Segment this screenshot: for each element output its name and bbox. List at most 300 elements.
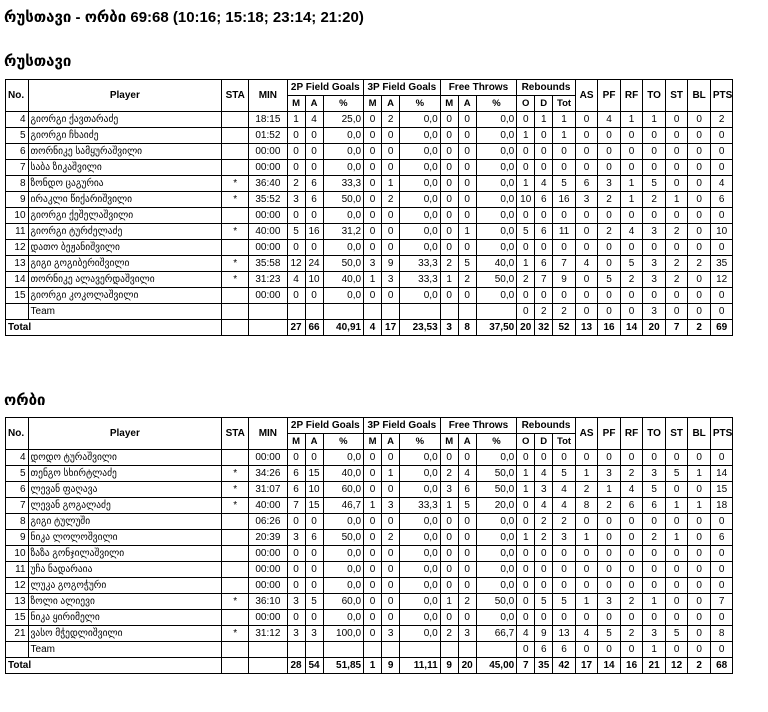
stat-aft: 2 [458, 272, 476, 288]
player-row [6, 578, 764, 594]
stat-pf: 5 [598, 272, 621, 288]
stat-d: 3 [535, 482, 553, 498]
stat-a3: 0 [382, 144, 400, 160]
player-row [6, 224, 764, 240]
stat-aft: 0 [458, 144, 476, 160]
empty-cell [249, 304, 287, 320]
stat-bl: 1 [688, 498, 711, 514]
total-stat-d: 35 [535, 658, 553, 674]
stat-p3: 33,3 [400, 498, 441, 514]
stat-d: 9 [535, 626, 553, 642]
stat-p3: 33,3 [400, 256, 441, 272]
column-header-pts: PTS [710, 80, 733, 112]
column-header-player: Player [28, 80, 222, 112]
stat-pts: 7 [710, 594, 733, 610]
team-stat-to: 3 [643, 304, 666, 320]
stat-as: 1 [575, 594, 598, 610]
stat-m3: 0 [364, 626, 382, 642]
player-row [6, 546, 764, 562]
stat-sta: * [222, 466, 249, 482]
stat-pft: 50,0 [476, 594, 517, 610]
stat-o: 0 [517, 240, 535, 256]
stat-min: 35:58 [249, 256, 287, 272]
team-stat-as: 0 [575, 642, 598, 658]
stat-pft: 0,0 [476, 578, 517, 594]
stat-a2: 16 [305, 224, 323, 240]
team-title-away: ორბი [4, 392, 46, 409]
stat-mft: 0 [440, 176, 458, 192]
stat-d: 6 [535, 224, 553, 240]
total-stat-tot: 42 [553, 658, 576, 674]
stat-pf: 2 [598, 224, 621, 240]
total-stat-pft: 45,00 [476, 658, 517, 674]
player-row [6, 626, 764, 642]
stat-tot: 0 [553, 288, 576, 304]
stat-a2: 0 [305, 240, 323, 256]
stat-sta [222, 160, 249, 176]
stat-m2: 0 [287, 160, 305, 176]
stat-a2: 0 [305, 288, 323, 304]
stat-sta [222, 240, 249, 256]
stat-sta [222, 610, 249, 626]
stat-a3: 3 [382, 626, 400, 642]
stat-rf: 0 [620, 128, 643, 144]
stat-p2: 0,0 [323, 160, 364, 176]
stat-o: 0 [517, 562, 535, 578]
stat-min: 20:39 [249, 530, 287, 546]
stat-o: 0 [517, 144, 535, 160]
team-stat-st: 0 [665, 642, 688, 658]
stat-sta: * [222, 626, 249, 642]
stat-tot: 7 [553, 256, 576, 272]
empty-cell [323, 304, 364, 320]
stat-min: 06:26 [249, 514, 287, 530]
player-row [6, 530, 764, 546]
column-subheader-m: M [364, 96, 382, 112]
player-number: 8 [6, 176, 29, 192]
player-row [6, 562, 764, 578]
column-header-fg3: 3P Field Goals [364, 418, 441, 434]
empty-cell [400, 642, 441, 658]
stat-to: 5 [643, 482, 666, 498]
column-header-to: TO [643, 80, 666, 112]
stat-m2: 12 [287, 256, 305, 272]
team-row-number [6, 642, 29, 658]
stat-a3: 0 [382, 610, 400, 626]
stat-o: 0 [517, 450, 535, 466]
column-subheader-pct: % [476, 434, 517, 450]
stat-as: 0 [575, 578, 598, 594]
stat-pts: 18 [710, 498, 733, 514]
stat-p2: 25,0 [323, 112, 364, 128]
total-stat-bl: 2 [688, 658, 711, 674]
column-subheader-m: M [440, 434, 458, 450]
stat-to: 0 [643, 562, 666, 578]
player-number: 9 [6, 192, 29, 208]
stat-rf: 0 [620, 240, 643, 256]
stat-o: 0 [517, 112, 535, 128]
stat-a3: 0 [382, 240, 400, 256]
stat-p2: 50,0 [323, 530, 364, 546]
player-name: ლევან ფაღავა [28, 482, 222, 498]
stat-aft: 0 [458, 112, 476, 128]
stat-to: 3 [643, 466, 666, 482]
empty-cell [476, 642, 517, 658]
stat-p3: 0,0 [400, 530, 441, 546]
player-name: გიორგი ტურძელაძე [28, 224, 222, 240]
total-stat-st: 12 [665, 658, 688, 674]
stat-sta [222, 208, 249, 224]
stat-aft: 0 [458, 562, 476, 578]
stat-a2: 5 [305, 594, 323, 610]
stat-pts: 2 [710, 112, 733, 128]
stat-m3: 0 [364, 128, 382, 144]
stat-p3: 33,3 [400, 272, 441, 288]
column-header-st: ST [665, 418, 688, 450]
team-stat-st: 0 [665, 304, 688, 320]
stat-aft: 5 [458, 256, 476, 272]
stat-a3: 3 [382, 498, 400, 514]
stat-pf: 1 [598, 482, 621, 498]
total-stat-m2: 27 [287, 320, 305, 336]
stat-pts: 0 [710, 610, 733, 626]
total-stat-rf: 16 [620, 658, 643, 674]
stat-m3: 0 [364, 482, 382, 498]
stat-d: 0 [535, 610, 553, 626]
column-subheader-a: A [382, 96, 400, 112]
stat-min: 00:00 [249, 546, 287, 562]
total-stat-pft: 37,50 [476, 320, 517, 336]
stat-pf: 0 [598, 578, 621, 594]
stat-o: 1 [517, 466, 535, 482]
stat-bl: 0 [688, 128, 711, 144]
stat-o: 0 [517, 578, 535, 594]
player-number: 15 [6, 288, 29, 304]
stat-mft: 3 [440, 482, 458, 498]
stat-tot: 2 [553, 514, 576, 530]
stat-as: 1 [575, 466, 598, 482]
stat-m2: 3 [287, 530, 305, 546]
stat-o: 1 [517, 176, 535, 192]
stat-bl: 0 [688, 160, 711, 176]
player-name: საბა ზიკაშვილი [28, 160, 222, 176]
stat-pft: 0,0 [476, 224, 517, 240]
column-subheader-tot: Tot [553, 96, 576, 112]
stat-tot: 5 [553, 466, 576, 482]
team-stat-rf: 0 [620, 642, 643, 658]
stat-m2: 0 [287, 144, 305, 160]
stat-m2: 6 [287, 466, 305, 482]
stat-as: 8 [575, 498, 598, 514]
column-subheader-d: D [535, 434, 553, 450]
stat-pf: 0 [598, 610, 621, 626]
stat-mft: 0 [440, 530, 458, 546]
player-number: 7 [6, 498, 29, 514]
player-name: ზაზა გონჯილაშვილი [28, 546, 222, 562]
stat-d: 0 [535, 450, 553, 466]
stat-a3: 2 [382, 192, 400, 208]
stat-bl: 2 [688, 256, 711, 272]
stat-tot: 13 [553, 626, 576, 642]
stat-mft: 0 [440, 610, 458, 626]
column-header-bl: BL [688, 418, 711, 450]
team-stat-tot: 2 [553, 304, 576, 320]
player-number: 11 [6, 562, 29, 578]
stat-a3: 0 [382, 450, 400, 466]
stat-m2: 0 [287, 128, 305, 144]
stat-bl: 0 [688, 288, 711, 304]
stat-st: 0 [665, 112, 688, 128]
player-number: 6 [6, 482, 29, 498]
stat-sta [222, 144, 249, 160]
stat-to: 0 [643, 240, 666, 256]
column-header-min: MIN [249, 418, 287, 450]
total-stat-p3: 11,11 [400, 658, 441, 674]
stat-d: 2 [535, 530, 553, 546]
stat-m2: 2 [287, 176, 305, 192]
stat-tot: 5 [553, 594, 576, 610]
stat-to: 0 [643, 578, 666, 594]
stat-m3: 0 [364, 594, 382, 610]
stat-rf: 2 [620, 466, 643, 482]
empty-cell [287, 642, 305, 658]
stat-p2: 31,2 [323, 224, 364, 240]
stat-st: 1 [665, 192, 688, 208]
column-header-pf: PF [598, 80, 621, 112]
stat-o: 5 [517, 224, 535, 240]
stat-m3: 3 [364, 256, 382, 272]
player-row [6, 594, 764, 610]
stat-as: 4 [575, 256, 598, 272]
stat-p3: 0,0 [400, 578, 441, 594]
stat-d: 0 [535, 288, 553, 304]
stat-sta [222, 562, 249, 578]
player-name: ირაკლი წიქარიშვილი [28, 192, 222, 208]
total-label: Total [6, 658, 222, 674]
stat-rf: 0 [620, 160, 643, 176]
total-stat-pts: 69 [710, 320, 733, 336]
stat-rf: 0 [620, 208, 643, 224]
total-stat-a2: 54 [305, 658, 323, 674]
stat-tot: 9 [553, 272, 576, 288]
column-subheader-a: A [458, 434, 476, 450]
stat-m3: 0 [364, 466, 382, 482]
team-stat-bl: 0 [688, 642, 711, 658]
stat-p2: 0,0 [323, 144, 364, 160]
stat-as: 2 [575, 482, 598, 498]
stat-a2: 10 [305, 482, 323, 498]
column-header-pts: PTS [710, 418, 733, 450]
stat-pft: 50,0 [476, 466, 517, 482]
player-number: 10 [6, 546, 29, 562]
player-number: 10 [6, 208, 29, 224]
player-row [6, 498, 764, 514]
stat-m2: 0 [287, 514, 305, 530]
stat-a2: 0 [305, 450, 323, 466]
stat-bl: 0 [688, 112, 711, 128]
stat-aft: 3 [458, 626, 476, 642]
stat-p2: 100,0 [323, 626, 364, 642]
stat-pft: 0,0 [476, 176, 517, 192]
empty-cell [364, 304, 382, 320]
stat-m3: 0 [364, 224, 382, 240]
player-row [6, 160, 764, 176]
header-row [6, 80, 764, 96]
player-name: თორნიკე სამყურაშვილი [28, 144, 222, 160]
stat-bl: 0 [688, 594, 711, 610]
player-number: 13 [6, 594, 29, 610]
column-subheader-o: O [517, 96, 535, 112]
stat-a3: 0 [382, 482, 400, 498]
stat-p3: 0,0 [400, 610, 441, 626]
column-header-sta: STA [222, 80, 249, 112]
empty-cell [440, 304, 458, 320]
stat-bl: 1 [688, 466, 711, 482]
column-header-player: Player [28, 418, 222, 450]
stat-p2: 0,0 [323, 288, 364, 304]
stat-min: 35:52 [249, 192, 287, 208]
stat-d: 0 [535, 562, 553, 578]
stat-mft: 2 [440, 466, 458, 482]
column-header-fg2: 2P Field Goals [287, 80, 364, 96]
stat-pf: 3 [598, 466, 621, 482]
column-subheader-a: A [305, 434, 323, 450]
stat-a2: 0 [305, 546, 323, 562]
total-stat-tot: 52 [553, 320, 576, 336]
stat-bl: 0 [688, 626, 711, 642]
stat-p3: 0,0 [400, 482, 441, 498]
stat-d: 0 [535, 128, 553, 144]
stat-d: 0 [535, 208, 553, 224]
stat-pts: 0 [710, 546, 733, 562]
column-header-rf: RF [620, 80, 643, 112]
stat-p3: 0,0 [400, 224, 441, 240]
stat-p3: 0,0 [400, 112, 441, 128]
stat-aft: 0 [458, 192, 476, 208]
stat-aft: 0 [458, 514, 476, 530]
stat-as: 0 [575, 450, 598, 466]
stat-as: 4 [575, 626, 598, 642]
team-row-label: Team [28, 642, 222, 658]
stat-d: 1 [535, 112, 553, 128]
stat-p2: 33,3 [323, 176, 364, 192]
header-row [6, 418, 764, 434]
column-header-as: AS [575, 418, 598, 450]
total-label: Total [6, 320, 222, 336]
player-row [6, 514, 764, 530]
stat-m3: 0 [364, 546, 382, 562]
stat-sta [222, 128, 249, 144]
stat-p3: 0,0 [400, 160, 441, 176]
stat-to: 2 [643, 530, 666, 546]
stat-p3: 0,0 [400, 192, 441, 208]
stat-min: 36:40 [249, 176, 287, 192]
stat-p2: 0,0 [323, 450, 364, 466]
stat-min: 31:23 [249, 272, 287, 288]
stat-sta [222, 112, 249, 128]
player-name: ნიკა ყირიმელი [28, 610, 222, 626]
stat-o: 10 [517, 192, 535, 208]
stat-min: 31:12 [249, 626, 287, 642]
total-stat-a3: 9 [382, 658, 400, 674]
stat-p3: 0,0 [400, 208, 441, 224]
column-header-min: MIN [249, 80, 287, 112]
stat-min: 00:00 [249, 144, 287, 160]
stat-st: 0 [665, 562, 688, 578]
stat-p2: 60,0 [323, 594, 364, 610]
stat-a2: 10 [305, 272, 323, 288]
stat-m2: 3 [287, 594, 305, 610]
stat-st: 0 [665, 594, 688, 610]
stat-p3: 0,0 [400, 514, 441, 530]
stat-pft: 20,0 [476, 498, 517, 514]
stat-o: 0 [517, 514, 535, 530]
total-stat-m3: 1 [364, 658, 382, 674]
stat-st: 0 [665, 288, 688, 304]
empty-cell [476, 304, 517, 320]
stat-a2: 6 [305, 192, 323, 208]
player-row [6, 240, 764, 256]
empty-cell [382, 642, 400, 658]
stat-pft: 0,0 [476, 288, 517, 304]
team-stat-as: 0 [575, 304, 598, 320]
player-row [6, 466, 764, 482]
stat-o: 0 [517, 610, 535, 626]
column-subheader-m: M [287, 434, 305, 450]
stat-sta: * [222, 594, 249, 610]
team-row-label: Team [28, 304, 222, 320]
stat-sta [222, 288, 249, 304]
stat-m2: 0 [287, 240, 305, 256]
player-name: გიორგი კოკოლაშვილი [28, 288, 222, 304]
stat-st: 1 [665, 530, 688, 546]
stat-rf: 0 [620, 562, 643, 578]
column-subheader-d: D [535, 96, 553, 112]
empty-cell [249, 658, 287, 674]
stat-pts: 8 [710, 626, 733, 642]
team-row [6, 304, 764, 320]
column-subheader-o: O [517, 434, 535, 450]
stat-pts: 0 [710, 288, 733, 304]
stat-a3: 0 [382, 160, 400, 176]
total-stat-aft: 8 [458, 320, 476, 336]
stat-a3: 0 [382, 514, 400, 530]
stat-mft: 0 [440, 288, 458, 304]
stat-tot: 0 [553, 562, 576, 578]
stat-m2: 0 [287, 288, 305, 304]
player-number: 4 [6, 112, 29, 128]
total-stat-to: 21 [643, 658, 666, 674]
stat-m2: 0 [287, 610, 305, 626]
stat-a3: 0 [382, 578, 400, 594]
stat-p2: 0,0 [323, 514, 364, 530]
column-header-ft: Free Throws [440, 418, 517, 434]
stat-tot: 4 [553, 482, 576, 498]
stat-d: 5 [535, 594, 553, 610]
stat-pft: 0,0 [476, 144, 517, 160]
stat-st: 0 [665, 514, 688, 530]
total-stat-rf: 14 [620, 320, 643, 336]
stat-bl: 0 [688, 240, 711, 256]
stat-a3: 2 [382, 112, 400, 128]
total-stat-aft: 20 [458, 658, 476, 674]
stat-rf: 0 [620, 610, 643, 626]
player-name: გიგი ტულუში [28, 514, 222, 530]
empty-cell [287, 304, 305, 320]
stat-m2: 0 [287, 450, 305, 466]
player-name: დათო ბეჟანიშვილი [28, 240, 222, 256]
stat-p2: 0,0 [323, 610, 364, 626]
